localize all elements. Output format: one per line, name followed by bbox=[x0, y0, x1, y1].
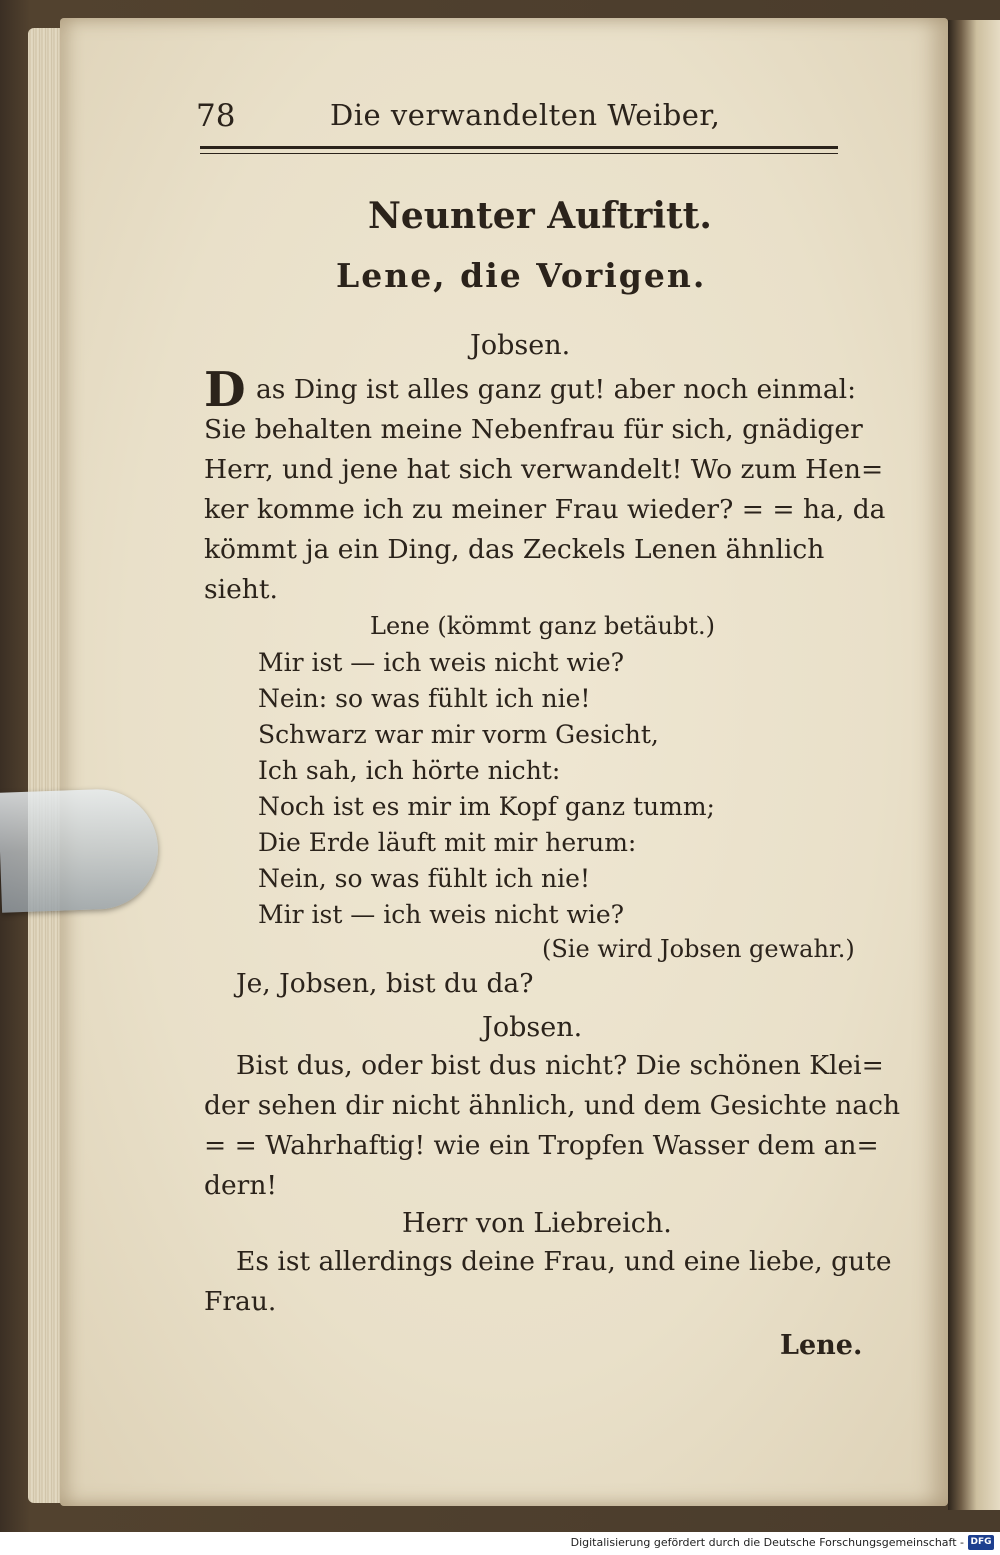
page-clip bbox=[0, 787, 160, 912]
prose-line: Sie behalten meine Nebenfrau für sich, gnädiger bbox=[204, 414, 863, 445]
verse-line: Schwarz war mir vorm Gesicht, bbox=[258, 720, 659, 749]
speaker-jobsen-1: Jobsen. bbox=[470, 330, 571, 361]
footer-credit: Digitalisierung gefördert durch die Deutsche Forschungsgemeinschaft - bbox=[570, 1536, 964, 1549]
prose-line: Frau. bbox=[204, 1286, 277, 1317]
header-rule-thin bbox=[200, 153, 838, 154]
prose-line: dern! bbox=[204, 1170, 278, 1201]
prose-line: kömmt ja ein Ding, das Zeckels Lenen ähnlich bbox=[204, 534, 825, 565]
drop-cap: D bbox=[204, 362, 246, 418]
verse-line: Noch ist es mir im Kopf ganz tumm; bbox=[258, 792, 715, 821]
prose-line: = = Wahrhaftig! wie ein Tropfen Wasser dem an= bbox=[204, 1130, 879, 1161]
catchword: Lene. bbox=[780, 1330, 863, 1361]
stage-direction: (Sie wird Jobsen gewahr.) bbox=[542, 935, 855, 963]
speaker-jobsen-2: Jobsen. bbox=[482, 1012, 583, 1043]
verse-line: Mir ist — ich weis nicht wie? bbox=[258, 648, 625, 677]
prose-line: Bist dus, oder bist dus nicht? Die schönen Klei= bbox=[236, 1050, 884, 1081]
verse-line: Mir ist — ich weis nicht wie? bbox=[258, 900, 625, 929]
header-rule-thick bbox=[200, 146, 838, 149]
scene-title: Neunter Auftritt. bbox=[368, 195, 712, 237]
scene-persons: Lene, die Vorigen. bbox=[336, 256, 707, 295]
running-title: Die verwandelten Weiber, bbox=[330, 98, 721, 132]
dfg-logo: DFG bbox=[968, 1535, 994, 1550]
speaker-lene: Lene (kömmt ganz betäubt.) bbox=[370, 612, 715, 640]
verse-line: Nein, so was fühlt ich nie! bbox=[258, 864, 590, 893]
verse-line: Ich sah, ich hörte nicht: bbox=[258, 756, 561, 785]
prose-line: der sehen dir nicht ähnlich, und dem Gesichte nach bbox=[204, 1090, 901, 1121]
prose-line: ker komme ich zu meiner Frau wieder? = = ha, da bbox=[204, 494, 886, 525]
footer-bar bbox=[0, 1532, 1000, 1555]
prose-line: Je, Jobsen, bist du da? bbox=[236, 968, 534, 999]
prose-line: sieht. bbox=[204, 574, 278, 605]
prose-line: as Ding ist alles ganz gut! aber noch einmal: bbox=[256, 374, 857, 405]
prose-line: Es ist allerdings deine Frau, und eine liebe, gute bbox=[236, 1246, 892, 1277]
speaker-herr-von-liebreich: Herr von Liebreich. bbox=[402, 1208, 672, 1239]
prose-line: Herr, und jene hat sich verwandelt! Wo zum Hen= bbox=[204, 454, 884, 485]
page-number: 78 bbox=[196, 98, 236, 134]
verse-line: Nein: so was fühlt ich nie! bbox=[258, 684, 591, 713]
verse-line: Die Erde läuft mit mir herum: bbox=[258, 828, 637, 857]
facing-page-edge bbox=[948, 20, 1000, 1510]
